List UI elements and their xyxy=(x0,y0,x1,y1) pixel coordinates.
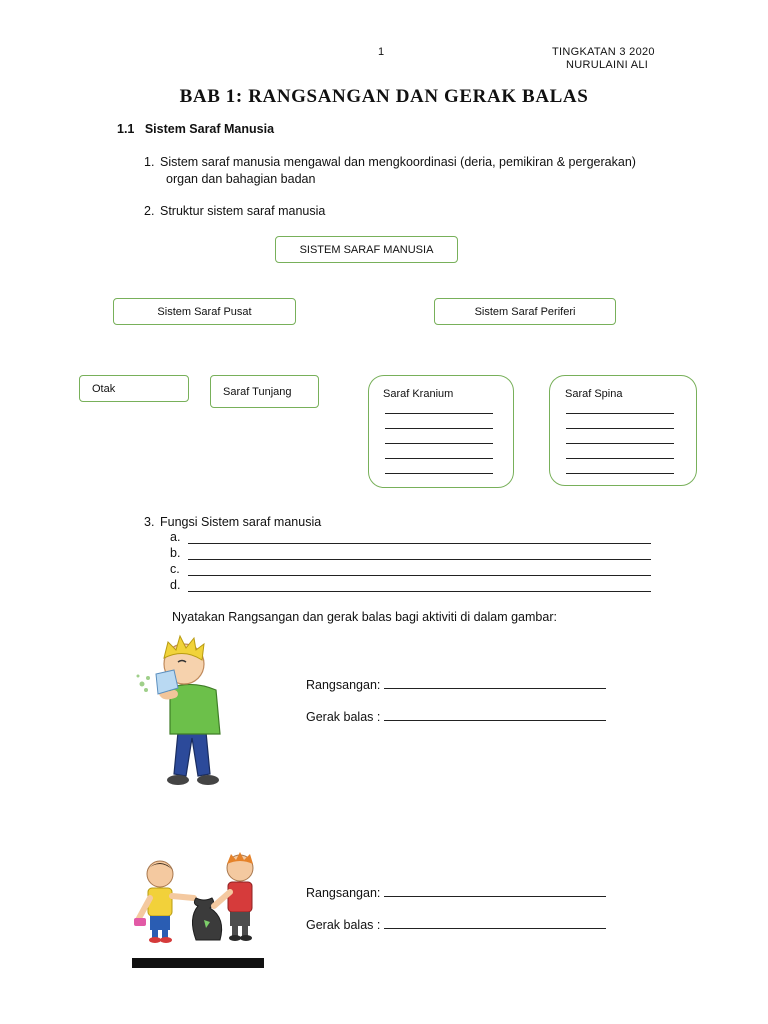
point2-number: 2. xyxy=(144,204,155,218)
blank-line[interactable] xyxy=(566,443,674,444)
box-spinal-cord-label: Saraf Tunjang xyxy=(223,386,292,398)
blank-line[interactable] xyxy=(566,428,674,429)
exercise1-response-row xyxy=(306,708,606,724)
function-item-label: a. xyxy=(170,530,181,544)
point3-text: Fungsi Sistem saraf manusia xyxy=(160,515,322,529)
blank-line[interactable] xyxy=(385,443,493,444)
box-spinal-label: Saraf Spina xyxy=(565,388,623,400)
box-cranial-nerves xyxy=(368,375,514,488)
section-number: 1.1 xyxy=(117,122,135,136)
box-central-nervous-system xyxy=(113,298,296,325)
point2-text: Struktur sistem saraf manusia xyxy=(160,204,326,218)
exercise1-stimulus-label: Rangsangan: xyxy=(306,678,381,692)
blank-line[interactable] xyxy=(566,413,674,414)
box-peripheral-nervous-system xyxy=(434,298,616,325)
exercise1-stimulus-answer-line[interactable] xyxy=(384,676,606,689)
box-peripheral-label: Sistem Saraf Periferi xyxy=(474,305,576,318)
blank-line[interactable] xyxy=(385,458,493,459)
box-brain-label: Otak xyxy=(92,383,116,395)
exercise2-stimulus-answer-line[interactable] xyxy=(384,884,606,897)
teacher-name: NURULAINI ALI xyxy=(566,59,649,71)
blank-line[interactable] xyxy=(566,473,674,474)
page-title: BAB 1: RANGSANGAN DAN GERAK BALAS xyxy=(179,86,589,107)
blank-line[interactable] xyxy=(385,473,493,474)
recycling-kids-illustration xyxy=(132,852,264,968)
function-item-label: b. xyxy=(170,546,181,560)
box-brain xyxy=(79,375,189,402)
exercise2-response-label: Gerak balas : xyxy=(306,918,381,932)
box-nervous-system xyxy=(275,236,458,263)
section-name: Sistem Saraf Manusia xyxy=(144,122,275,136)
instruction-text: Nyatakan Rangsangan dan gerak balas bagi aktiviti di dalam gambar: xyxy=(172,610,557,624)
function-blank-line[interactable] xyxy=(188,591,651,592)
blank-line[interactable] xyxy=(566,458,674,459)
function-item-label: d. xyxy=(170,578,181,592)
box-central-label: Sistem Saraf Pusat xyxy=(157,305,252,318)
sneezing-boy-illustration xyxy=(134,634,246,794)
box-spinal-nerves xyxy=(549,375,697,486)
point3-number: 3. xyxy=(144,515,155,529)
point1-line2: organ dan bahagian badan xyxy=(166,172,316,186)
box-spinal-cord xyxy=(210,375,319,408)
exercise1-response-answer-line[interactable] xyxy=(384,708,606,721)
function-blank-line[interactable] xyxy=(188,559,651,560)
box-cranial-label: Saraf Kranium xyxy=(383,388,454,400)
exercise2-stimulus-label: Rangsangan: xyxy=(306,886,381,900)
page-number: 1 xyxy=(378,46,385,58)
function-item-label: c. xyxy=(170,562,180,576)
point1-line1: Sistem saraf manusia mengawal dan mengkoordinasi (deria, pemikiran & pergerakan) xyxy=(160,155,636,169)
exercise2-stimulus-row xyxy=(306,884,606,900)
class-year: TINGKATAN 3 2020 xyxy=(552,46,655,58)
exercise2-response-row xyxy=(306,916,606,932)
blank-line[interactable] xyxy=(385,428,493,429)
exercise1-stimulus-row xyxy=(306,676,606,692)
blank-line[interactable] xyxy=(385,413,493,414)
exercise2-response-answer-line[interactable] xyxy=(384,916,606,929)
box-nervous-system-label: SISTEM SARAF MANUSIA xyxy=(299,243,434,256)
section-heading xyxy=(117,122,274,136)
exercise1-response-label: Gerak balas : xyxy=(306,710,381,724)
function-blank-line[interactable] xyxy=(188,575,651,576)
function-blank-line[interactable] xyxy=(188,543,651,544)
point1-number: 1. xyxy=(144,155,155,169)
